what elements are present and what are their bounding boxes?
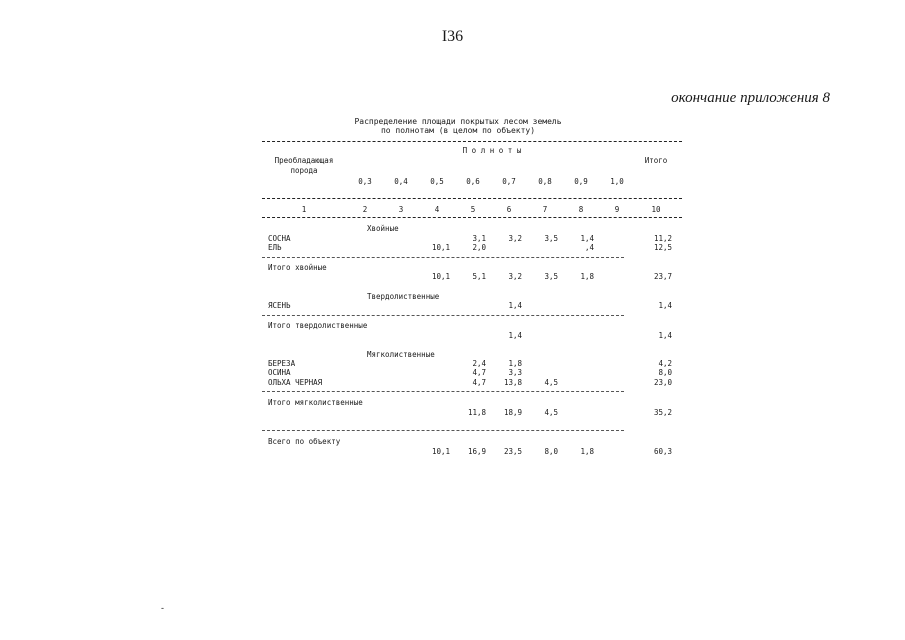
header-species-2: порода	[290, 166, 318, 175]
table-title-line2: по полнотам (в целом по объекту)	[380, 126, 536, 135]
cell: 1,8	[508, 359, 522, 368]
header-density-08: 0,8	[538, 177, 552, 186]
col-num-3: 3	[398, 205, 404, 214]
group-separator	[262, 391, 624, 392]
cell: 4,7	[472, 368, 486, 377]
cell-total: 8,0	[658, 368, 672, 377]
header-density-03: 0,3	[358, 177, 372, 186]
cell: 3,3	[508, 368, 522, 377]
cell: 3,2	[508, 272, 522, 281]
grand-total-name: Всего по объекту	[268, 437, 341, 446]
header-itogo: Итого	[644, 156, 668, 165]
subtotal-name-softwood: Итого мягколиственные	[268, 398, 363, 407]
cell-total: 1,4	[658, 301, 672, 310]
group-title-hardwood: Твердолиственные	[367, 292, 440, 301]
header-density-06: 0,6	[466, 177, 480, 186]
cell: 11,8	[467, 408, 486, 417]
header-density-05: 0,5	[430, 177, 444, 186]
row-name-olha: ОЛЬХА ЧЕРНАЯ	[268, 378, 323, 387]
cell-total: 23,7	[653, 272, 672, 281]
row-name-sosna: СОСНА	[268, 234, 291, 243]
table-top-rule	[262, 141, 682, 142]
cell: 1,8	[580, 272, 594, 281]
cell: 10,1	[431, 243, 450, 252]
col-num-2: 2	[362, 205, 368, 214]
cell-total: 23,0	[653, 378, 672, 387]
cell-total: 11,2	[653, 234, 672, 243]
cell-total: 35,2	[653, 408, 672, 417]
cell: 23,5	[503, 447, 522, 456]
header-species: Преобладающая	[274, 156, 334, 165]
stray-mark: -	[161, 603, 164, 613]
cell: 18,9	[503, 408, 522, 417]
cell: 1,8	[580, 447, 594, 456]
cell: 10,1	[431, 272, 450, 281]
col-num-1: 1	[301, 205, 307, 214]
col-num-10: 10	[651, 205, 661, 214]
header-density-10: 1,0	[610, 177, 624, 186]
cell: 13,8	[503, 378, 522, 387]
header-density-09: 0,9	[574, 177, 588, 186]
col-num-7: 7	[542, 205, 548, 214]
cell: 3,5	[544, 234, 558, 243]
cell-total: 1,4	[658, 331, 672, 340]
col-num-5: 5	[470, 205, 476, 214]
header-density-04: 0,4	[394, 177, 408, 186]
col-num-8: 8	[578, 205, 584, 214]
row-name-osina: ОСИНА	[268, 368, 291, 377]
cell: 1,4	[508, 331, 522, 340]
cell: 10,1	[431, 447, 450, 456]
cell: ,4	[584, 243, 594, 252]
table-title-line1: Распределение площади покрытых лесом земель	[354, 117, 562, 126]
cell: 5,1	[472, 272, 486, 281]
col-num-9: 9	[614, 205, 620, 214]
page-number: I36	[441, 28, 464, 45]
group-separator	[262, 315, 624, 316]
cell: 4,5	[544, 378, 558, 387]
cell: 2,4	[472, 359, 486, 368]
row-name-yasen: ЯСЕНЬ	[268, 301, 291, 310]
group-separator	[262, 257, 624, 258]
cell: 4,5	[544, 408, 558, 417]
table-title	[300, 117, 616, 135]
cell: 16,9	[467, 447, 486, 456]
subtotal-name-hardwood: Итого твердолиственные	[268, 321, 368, 330]
cell-total: 60,3	[653, 447, 672, 456]
appendix-label: окончание приложения 8	[671, 90, 830, 106]
cell: 3,1	[472, 234, 486, 243]
column-numbers-rule	[262, 217, 682, 218]
col-num-6: 6	[506, 205, 512, 214]
subtotal-name-conifers: Итого хвойные	[268, 263, 327, 272]
cell: 1,4	[508, 301, 522, 310]
cell-total: 12,5	[653, 243, 672, 252]
row-name-el: ЕЛЬ	[268, 243, 282, 252]
group-title-softwood: Мягколиственные	[367, 350, 435, 359]
cell: 4,7	[472, 378, 486, 387]
cell: 1,4	[580, 234, 594, 243]
density-table	[262, 138, 682, 458]
cell: 3,2	[508, 234, 522, 243]
header-bottom-rule	[262, 198, 682, 199]
group-separator	[262, 430, 624, 431]
col-num-4: 4	[434, 205, 440, 214]
cell-total: 4,2	[658, 359, 672, 368]
row-name-bereza: БЕРЕЗА	[268, 359, 296, 368]
header-polnoty: П о л н о т ы	[462, 146, 522, 155]
header-density-07: 0,7	[502, 177, 516, 186]
cell: 8,0	[544, 447, 558, 456]
cell: 2,0	[472, 243, 486, 252]
group-title-conifers: Хвойные	[367, 224, 399, 233]
cell: 3,5	[544, 272, 558, 281]
